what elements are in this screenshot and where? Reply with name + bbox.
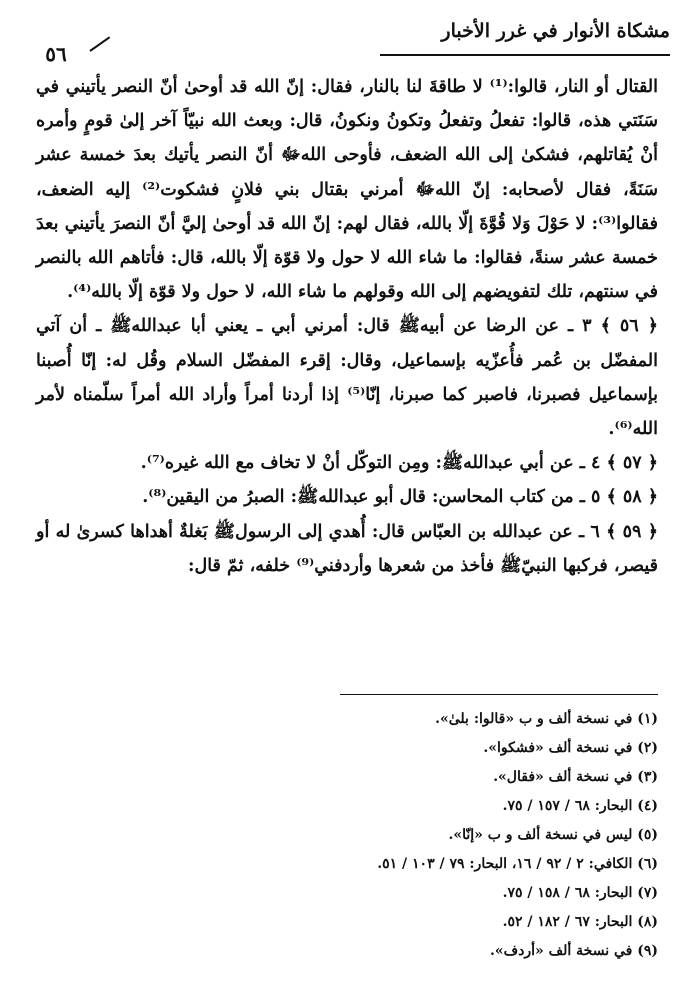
- footnote-1: (١) في نسخة ألف و ب «قالوا: بلىٰ».: [435, 711, 658, 727]
- header-rule-slant: [89, 36, 110, 51]
- footnote-4: (٤) البحار: ٦٨ / ١٥٧ / ٧٥.: [502, 798, 658, 814]
- hadith-59: ﴿ ٥٩ ﴾ ٦ ـ عن عبدالله بن العبّاس قال: أُهدي إلى الرسولﷺ بَغلةٌ أهداها كسرىٰ له أو قيصر، فركبها النبيّﷺ فأخذ من شعرها وأردفني⁽⁹⁾ خلفه، ثمّ قال:: [36, 521, 658, 576]
- footnote-9: (٩) في نسخة ألف «أردف».: [490, 943, 658, 959]
- hadith-56: ﴿ ٥٦ ﴾ ٣ ـ عن الرضا عن أبيهﷺ قال: أمرني أبي ـ يعني أبا عبداللهﷺ ـ أن آتي المفضّل بن عُمر فأُعزّيه بإسماعيل، وقال: إقرء المفضّل السلام وقُل له: إنّا أُصبنا بإسماعيل فصبرنا، فاصبر كما صبرنا، إنّا⁽⁵⁾ إذا أردنا أمراً وأراد الله أمراً سلّمناه لأمر الله⁽⁶⁾.: [36, 316, 658, 440]
- footnote-2: (٢) في نسخة ألف «فشكوا».: [483, 740, 658, 756]
- footnote-separator: [340, 694, 658, 695]
- footnote-3: (٣) في نسخة ألف «فقال».: [493, 769, 658, 785]
- page-number: ٥٦: [45, 42, 67, 66]
- footnote-7: (٧) البحار: ٦٨ / ١٥٨ / ٧٥.: [502, 885, 658, 901]
- footnote-6: (٦) الكافي: ٢ / ٩٢ / ١٦، البحار: ٧٩ / ١٠٣ / ٥١.: [377, 856, 658, 872]
- running-header: [26, 20, 670, 66]
- footnote-8: (٨) البحار: ٦٧ / ١٨٢ / ٥٢.: [502, 914, 658, 930]
- hadith-57: ﴿ ٥٧ ﴾ ٤ ـ عن أبي عبداللهﷺ: ومِن التوكّل أنْ لا تخاف مع الله غيره⁽⁷⁾.: [140, 453, 658, 474]
- main-text: [36, 70, 658, 583]
- paragraph-continuation: القتال أو النار، قالوا:⁽¹⁾ لا طاقةَ لنا بالنار، فقال: إنّ الله قد أوحىٰ أنّ النصر يأتيني في سَنَتي هذه، قالوا: تفعلُ وتفعلُ وتكونُ ونكونُ، قال: وبعث الله نبيّاً آخر إلىٰ قومٍ وأمره أنْ يُقاتلهم، فشكىٰ إلى الله الضعف، فأوحى اللهﷻ أنّ النصر يأتيك بعدَ خمسة عشر سَنَةً، فقال لأصحابه: إنّ اللهﷻ أمرني بقتال بني فلانٍ فشكوت⁽²⁾ إليه الضعف، فقالوا⁽³⁾: لا حَوْلَ وَلا قُوَّةَ إلّا بالله، فقال لهم: إنّ الله قد أوحىٰ إليَّ أنّ النصرَ يأتيني بعدَ خمسة عشر سنةً، فقالوا: ما شاء الله لا حول ولا قوّة إلّا بالله، قال: فأتاهم الله بالنصر في سنتهم، تلك لتفويضهم إلى الله وقولهم ما شاء الله، لا حول ولا قوّة إلّا بالله⁽⁴⁾.: [36, 77, 658, 303]
- header-rule: [380, 54, 670, 56]
- hadith-58: ﴿ ٥٨ ﴾ ٥ ـ من كتاب المحاسن: قال أبو عبداللهﷺ: الصبرُ من اليقين⁽⁸⁾.: [142, 487, 658, 508]
- book-title: مشكاة الأنوار في غرر الأخبار: [441, 20, 670, 42]
- footnote-5: (٥) ليس في نسخة ألف و ب «إنّا».: [448, 827, 658, 843]
- footnotes: [36, 705, 658, 966]
